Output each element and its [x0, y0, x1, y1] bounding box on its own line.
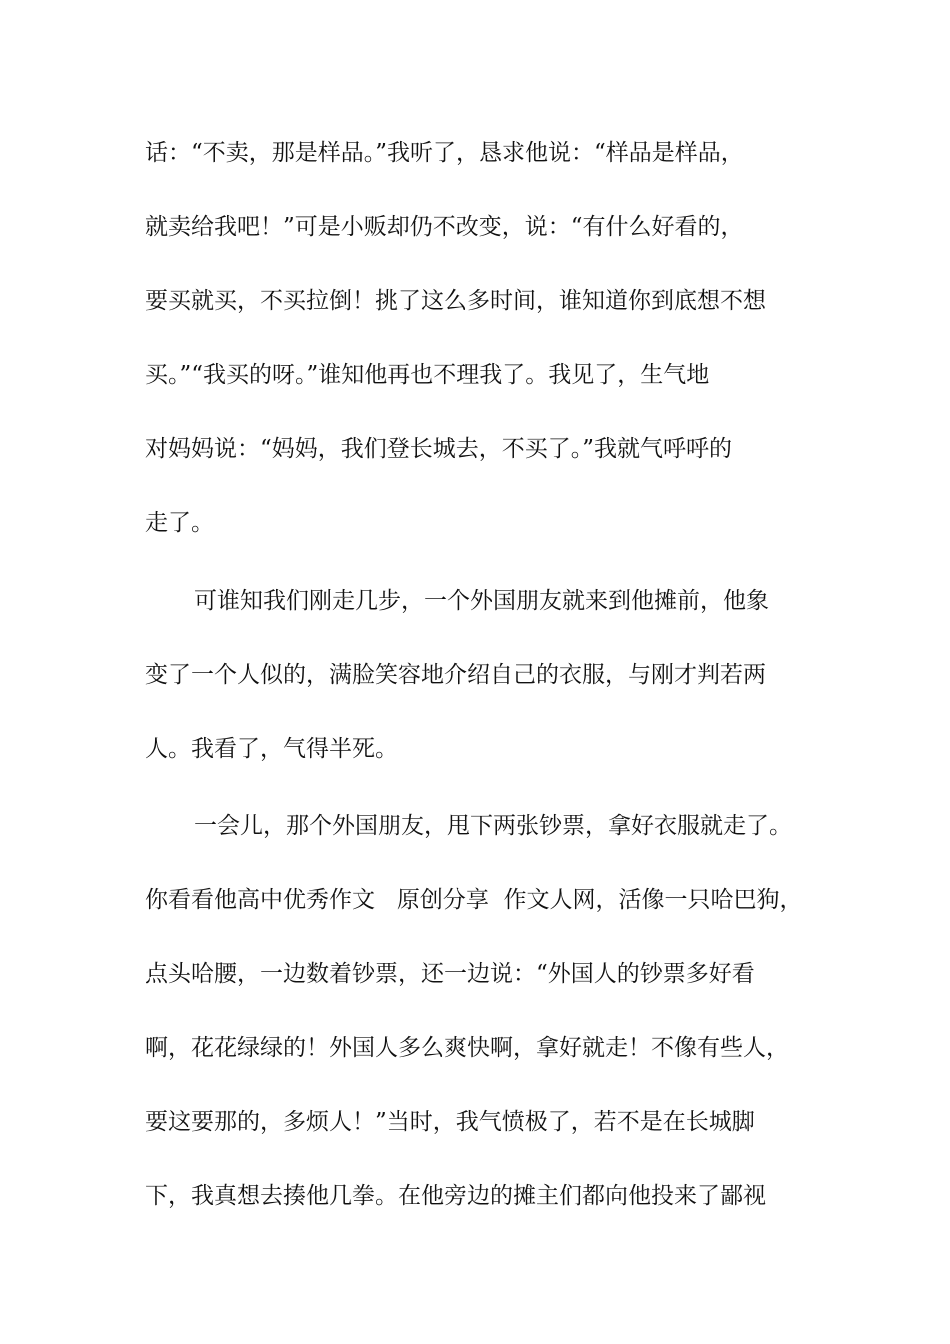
text-line: 就卖给我吧！”可是小贩却仍不改变，说：“有什么好看的，	[145, 214, 744, 240]
text-line: 下，我真想去揍他几拳。在他旁边的摊主们都向他投来了鄙视	[145, 1183, 766, 1209]
text-line: 要买就买，不买拉倒！挑了这么多时间，谁知道你到底想不想	[145, 288, 766, 314]
text-line: 你看看他高中优秀作文 原创分享 作文人网，活像一只哈巴狗，	[145, 887, 803, 913]
text-line: 变了一个人似的，满脸笑容地介绍自己的衣服，与刚才判若两	[145, 662, 766, 688]
text-line: 人。我看了，气得半死。	[145, 736, 398, 762]
text-line: 买。”“我买的呀。”谁知他再也不理我了。我见了，生气地	[145, 362, 710, 388]
paragraph-start-line: 一会儿，那个外国朋友，甩下两张钞票，拿好衣服就走了。	[194, 813, 792, 839]
text-line: 对妈妈说：“妈妈，我们登长城去，不买了。”我就气呼呼的	[145, 436, 733, 462]
text-line: 啊，花花绿绿的！外国人多么爽快啊，拿好就走！不像有些人，	[145, 1035, 789, 1061]
text-line: 要这要那的，多烦人！”当时，我气愤极了，若不是在长城脚	[145, 1109, 755, 1135]
text-line: 话：“不卖，那是样品。”我听了，恳求他说：“样品是样品，	[145, 140, 744, 166]
paragraph-start-line: 可谁知我们刚走几步，一个外国朋友就来到他摊前，他象	[194, 588, 769, 614]
text-line: 点头哈腰，一边数着钞票，还一边说：“外国人的钞票多好看	[145, 961, 755, 987]
text-line: 走了。	[145, 510, 214, 536]
